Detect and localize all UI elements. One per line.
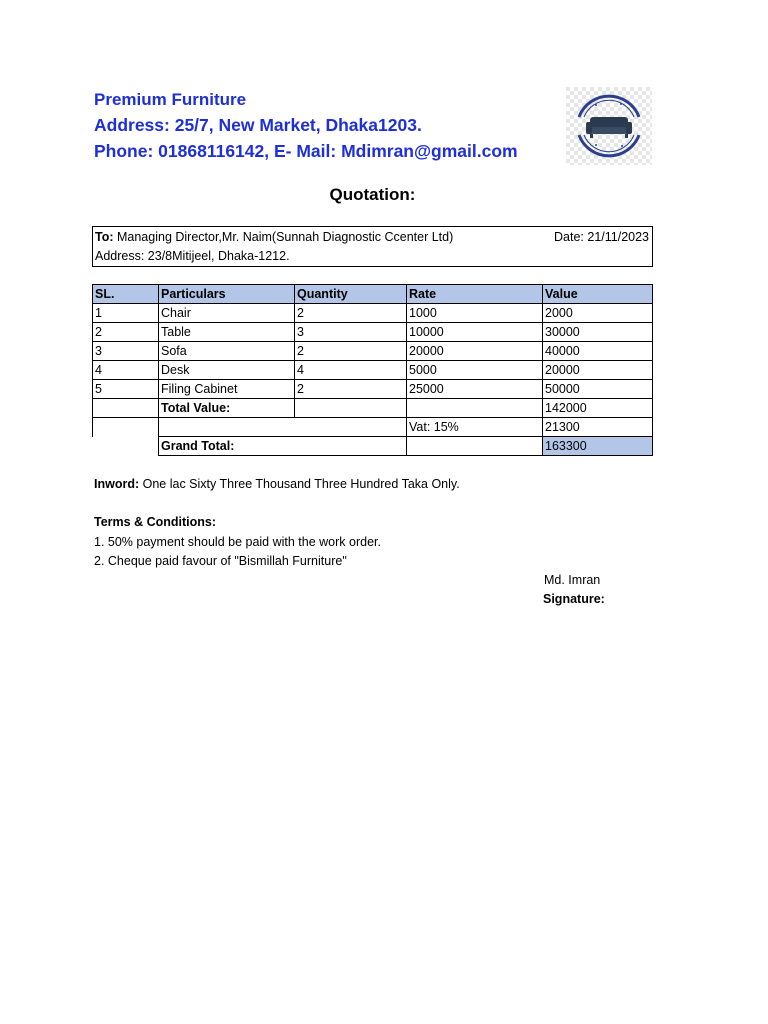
company-logo [566, 87, 652, 165]
to-label: To: [95, 230, 114, 244]
cell-value: 2000 [543, 304, 653, 323]
cell-quantity: 3 [295, 323, 407, 342]
cell-particulars: Filing Cabinet [159, 380, 295, 399]
cell-quantity: 4 [295, 361, 407, 380]
grand-total-value: 163300 [543, 437, 653, 456]
vat-value: 21300 [543, 418, 653, 437]
total-row [93, 399, 653, 418]
grand-total-row [93, 437, 653, 456]
term-item: 1. 50% payment should be paid with the work order. [94, 535, 381, 549]
sofa-icon [566, 87, 652, 165]
company-name: Premium Furniture [94, 90, 247, 109]
table-row [93, 380, 653, 399]
cell-empty [407, 399, 543, 418]
header-particulars: Particulars [159, 285, 295, 304]
vat-label: Vat: 15% [407, 418, 543, 437]
cell-value: 20000 [543, 361, 653, 380]
cell-value: 50000 [543, 380, 653, 399]
page-title: Quotation: [329, 185, 416, 204]
table-header-row [93, 285, 653, 304]
cell-value: 30000 [543, 323, 653, 342]
cell-rate: 5000 [407, 361, 543, 380]
cell-rate: 1000 [407, 304, 543, 323]
company-phone: Phone: 01868116142, E- Mail: Mdimran@gmail.com [94, 141, 518, 161]
cell-sl: 5 [93, 380, 159, 399]
table-row [93, 342, 653, 361]
recipient-address: Address: 23/8Mitijeel, Dhaka-1212. [95, 249, 290, 263]
quotation-date: Date: 21/11/2023 [554, 230, 649, 244]
cell-rate: 25000 [407, 380, 543, 399]
table-row [93, 323, 653, 342]
to-text: Managing Director,Mr. Naim(Sunnah Diagnostic Ccenter Ltd) [113, 230, 454, 244]
recipient-box [92, 226, 653, 267]
cell-empty [93, 437, 159, 456]
cell-empty [93, 418, 159, 437]
table-row [93, 304, 653, 323]
term-item: 2. Cheque paid favour of "Bismillah Furniture" [94, 554, 347, 568]
cell-sl: 4 [93, 361, 159, 380]
cell-sl: 3 [93, 342, 159, 361]
cell-empty [407, 437, 543, 456]
amount-in-words [94, 477, 460, 491]
cell-particulars: Table [159, 323, 295, 342]
grand-total-label: Grand Total: [159, 437, 407, 456]
cell-sl: 1 [93, 304, 159, 323]
inword-text: One lac Sixty Three Thousand Three Hundred Taka Only. [139, 477, 460, 491]
vat-row [93, 418, 653, 437]
table-row [93, 361, 653, 380]
cell-particulars: Sofa [159, 342, 295, 361]
items-table [92, 284, 653, 456]
cell-empty [159, 418, 407, 437]
header-value: Value [543, 285, 653, 304]
company-address: Address: 25/7, New Market, Dhaka1203. [94, 115, 422, 135]
total-label: Total Value: [159, 399, 295, 418]
cell-sl: 2 [93, 323, 159, 342]
header-sl: SL. [93, 285, 159, 304]
cell-empty [295, 399, 407, 418]
cell-value: 40000 [543, 342, 653, 361]
signatory-name: Md. Imran [544, 573, 601, 587]
cell-particulars: Desk [159, 361, 295, 380]
inword-label: Inword: [94, 477, 140, 491]
cell-particulars: Chair [159, 304, 295, 323]
cell-quantity: 2 [295, 342, 407, 361]
cell-empty [93, 399, 159, 418]
header-quantity: Quantity [295, 285, 407, 304]
cell-quantity: 2 [295, 380, 407, 399]
header-rate: Rate [407, 285, 543, 304]
cell-rate: 10000 [407, 323, 543, 342]
terms-heading: Terms & Conditions: [94, 515, 216, 529]
signature-label: Signature: [543, 592, 605, 606]
cell-quantity: 2 [295, 304, 407, 323]
cell-rate: 20000 [407, 342, 543, 361]
total-value: 142000 [543, 399, 653, 418]
recipient-to [95, 230, 453, 244]
